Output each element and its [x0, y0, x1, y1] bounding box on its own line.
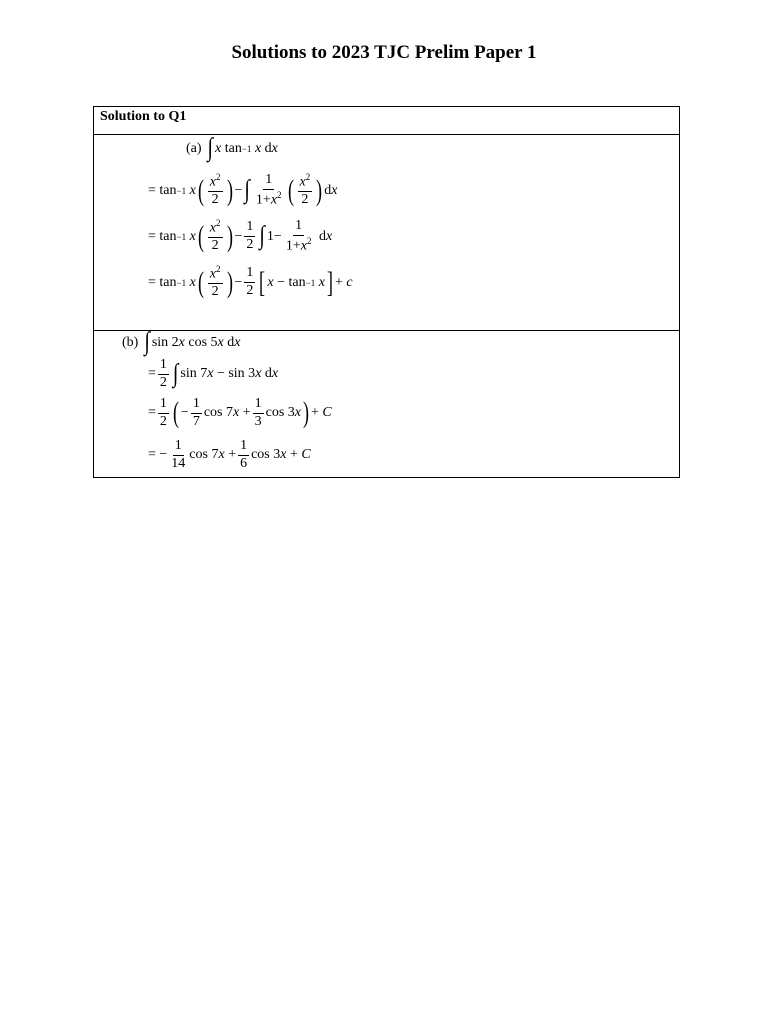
part-a-step-1: = tan −1 x ( $\frac{x^2}{2}$ ) − ∫ $\frac{1}{1+x^2}$ ( $\frac{x^2}{2}$ ) d x [148, 172, 338, 208]
part-b-label: (b) [122, 334, 139, 350]
part-b-question: (b) ∫ sin 2 x cos 5 x d x [122, 327, 241, 357]
part-a-label: (a) [186, 140, 202, 156]
part-b-step-1-text: = 1/2 ∫ sin 7x − sin 3x dx [58, 1010, 69, 1011]
part-b-step-1: = $\frac{1}{2}$ ∫ sin 7 x − sin 3 x d x [148, 357, 279, 390]
part-a-step-2: = tan −1 x ( $\frac{x^2}{2}$ ) − $\frac{1}{2}$ ∫ 1− $\frac{1}{1+x^2}$ d x [148, 218, 333, 254]
part-a-cell [94, 135, 679, 331]
part-a-step-3: = tan −1 x ( $\frac{x^2}{2}$ ) − $\frac{1}{2}$ [ x − tan −1 x ] + c [148, 264, 353, 300]
part-b-step-2-text: = 1/2 ( −1/7 cos 7x + 1/3 cos 3x ) + C [69, 1010, 85, 1011]
page-title: Solutions to 2023 TJC Prelim Paper 1 [231, 42, 537, 63]
solution-header: Solution to Q1 [94, 107, 679, 135]
part-a-question: (a) ∫ x tan −1 x d x [186, 133, 278, 163]
part-b-step-3: = − $\frac{1}{14}$ cos 7 x + $\frac{1}{6}$ cos 3 x + C [148, 438, 311, 471]
part-b-step-2: = $\frac{1}{2}$ ( − $\frac{1}{7}$ cos 7 x + $\frac{1}{3}$ cos 3 x ) + C [148, 396, 332, 430]
math-text-layer [0, 1010, 768, 1011]
part-a-step-3-text: = tan⁻¹ x (x²/2) − 1/2 [x − tan⁻¹ x] + c [36, 1010, 52, 1011]
part-a-step-2-text: = tan⁻¹ x (x²/2) − 1/2 ∫ 1 − 1/(1+x²) dx [20, 1010, 36, 1011]
part-b-cell [94, 327, 679, 477]
solution-table [93, 106, 680, 478]
part-a-step-1-text: = tan⁻¹ x (x²/2) − ∫ 1/(1+x²) (x²/2) dx [5, 1010, 21, 1011]
part-a-question-text: ∫ x tan⁻¹ x dx [0, 1010, 6, 1011]
part-b-step-3-text: = −1/14 cos 7x + 1/6 cos 3x + C [84, 1010, 98, 1011]
part-b-question-text: ∫ sin 2x cos 5x dx [51, 1010, 59, 1011]
